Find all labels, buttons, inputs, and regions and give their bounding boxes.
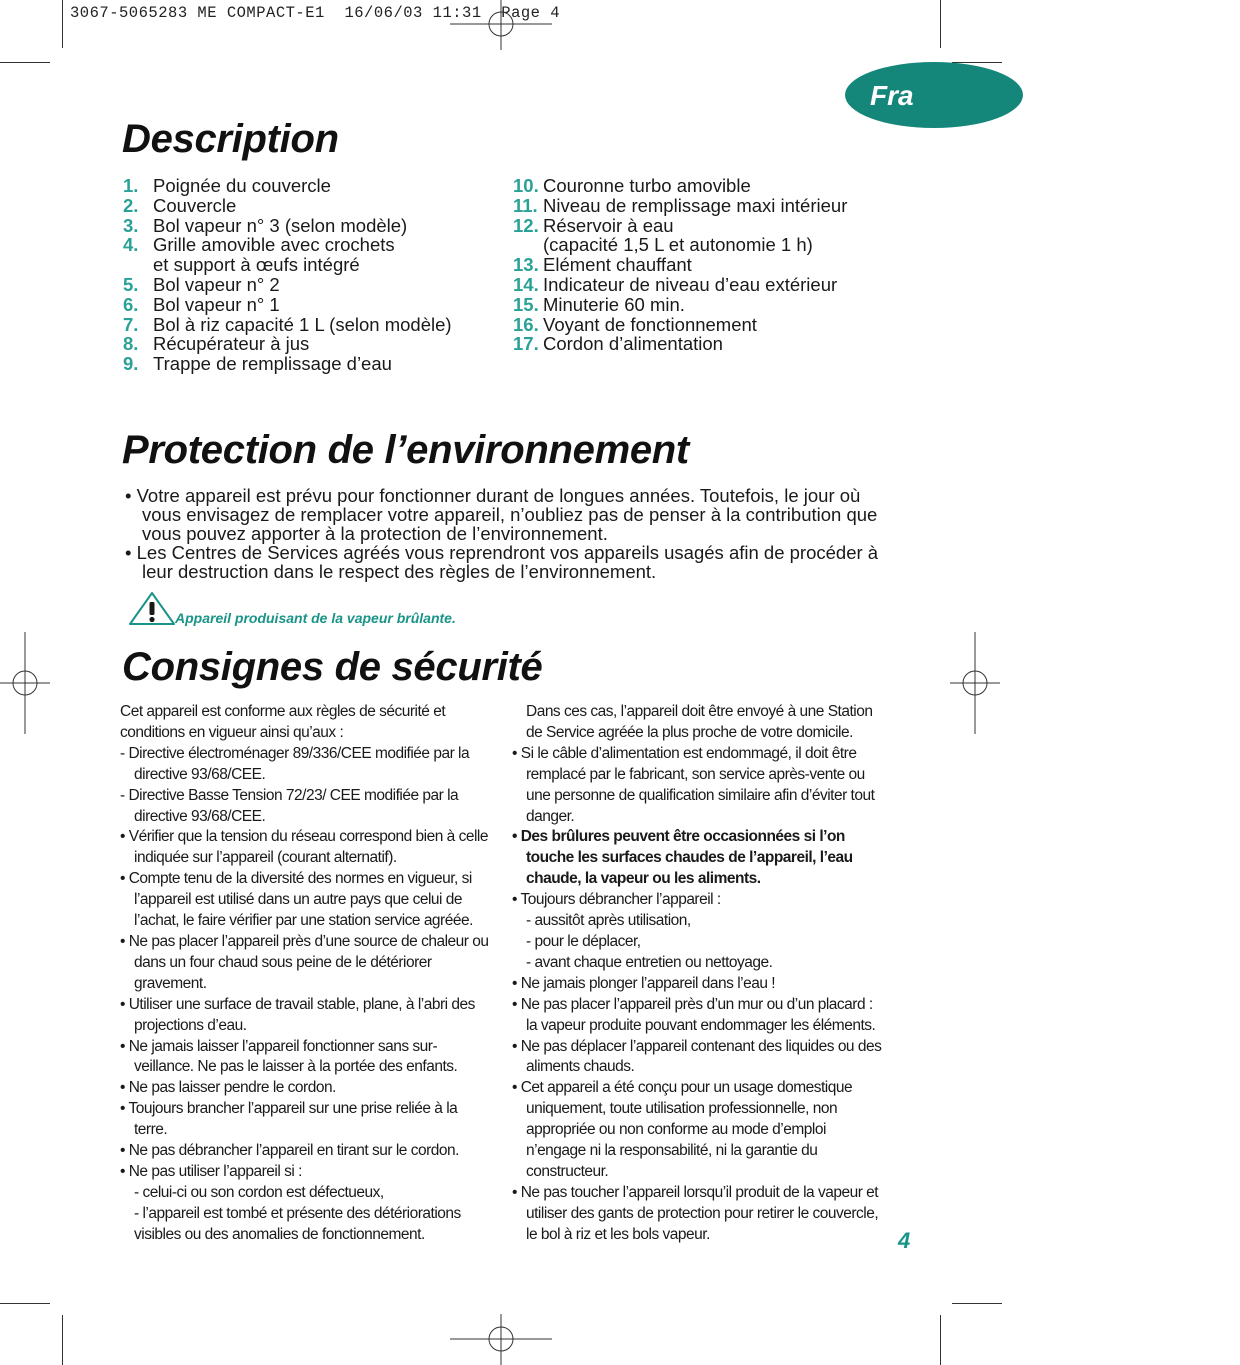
description-item bbox=[123, 216, 503, 236]
description-list-right bbox=[513, 176, 913, 354]
safety-paragraph: - aussitôt après utilisation, bbox=[526, 912, 691, 930]
safety-paragraph: • Ne pas laisser pendre le cordon. bbox=[120, 1079, 336, 1097]
description-item bbox=[123, 176, 503, 196]
registration-mark-left bbox=[0, 632, 50, 734]
safety-paragraph: • Vérifier que la tension du réseau correspond bien à celle indiquée sur l’appareil (courant alternatif). bbox=[120, 828, 488, 867]
item-label: Bol à riz capacité 1 L (selon modèle) bbox=[153, 313, 452, 335]
safety-paragraph: • Des brûlures peuvent être occasionnées si l’on touche les surfaces chaudes de l’appareil, l’eau chaude, la vapeur ou les aliments. bbox=[512, 828, 853, 888]
item-number: 12. bbox=[513, 214, 539, 236]
description-item bbox=[123, 275, 503, 295]
item-label: Voyant de fonctionnement bbox=[543, 313, 757, 335]
safety-paragraph: - l’appareil est tombé et présente des détériorations visibles ou des anomalies de fonctionnement. bbox=[134, 1204, 461, 1243]
environment-title: Protection de l’environnement bbox=[122, 428, 689, 472]
item-number: 3. bbox=[123, 214, 139, 236]
item-label: Poignée du couvercle bbox=[153, 175, 331, 196]
item-label: Grille amovible avec crochets bbox=[153, 234, 395, 256]
item-label: Bol vapeur n° 1 bbox=[153, 293, 280, 315]
language-label: Fra bbox=[870, 80, 914, 111]
safety-column-left bbox=[120, 702, 492, 1246]
safety-paragraph: • Cet appareil a été conçu pour un usage domestique uniquement, toute utilisation professionnelle, non appropriée ou non conforme au mode d’emploi n’engage ni la responsabilité, ni la garantie du constructeur. bbox=[512, 1079, 853, 1180]
item-number: 7. bbox=[123, 313, 139, 335]
safety-paragraph: • Ne jamais plonger l’appareil dans l’eau ! bbox=[512, 974, 776, 992]
item-number: 2. bbox=[123, 194, 139, 216]
warning-text: Appareil produisant de la vapeur brûlante. bbox=[175, 610, 456, 626]
description-item bbox=[513, 255, 913, 275]
warning-triangle-icon bbox=[128, 591, 176, 627]
description-item bbox=[513, 196, 913, 216]
environment-bullet: • Les Centres de Services agréés vous reprendront vos appareils usagés afin de procéder à leur destruction dans le respect des règles de l’environnement. bbox=[125, 542, 879, 582]
description-item bbox=[123, 354, 503, 374]
description-item bbox=[513, 315, 913, 335]
description-item bbox=[123, 315, 503, 335]
description-item bbox=[123, 295, 503, 315]
description-title: Description bbox=[122, 117, 339, 161]
safety-paragraph: - celui-ci ou son cordon est défectueux, bbox=[134, 1183, 384, 1201]
item-number: 17. bbox=[513, 333, 539, 355]
description-list-left bbox=[123, 176, 503, 374]
crop-mark bbox=[940, 0, 941, 48]
item-label: Niveau de remplissage maxi intérieur bbox=[543, 194, 848, 216]
safety-paragraph: - pour le déplacer, bbox=[526, 932, 641, 950]
crop-mark bbox=[62, 0, 63, 48]
crop-mark bbox=[62, 1315, 63, 1365]
safety-paragraph: • Ne pas déplacer l’appareil contenant des liquides ou des aliments chauds. bbox=[512, 1037, 882, 1076]
item-label: Indicateur de niveau d’eau extérieur bbox=[543, 273, 838, 295]
safety-paragraph: • Toujours débrancher l’appareil : bbox=[512, 891, 721, 909]
registration-mark-top bbox=[450, 0, 552, 50]
description-item bbox=[123, 235, 503, 275]
print-slug: 3067-5065283 ME COMPACT-E1 16/06/03 11:31 Page 4 bbox=[70, 4, 561, 22]
item-label: Trappe de remplissage d’eau bbox=[153, 353, 392, 375]
safety-paragraph: • Si le câble d’alimentation est endommagé, il doit être remplacé par le fabricant, son service après-vente ou une personne de qualification similaire afin d’éviter tout danger. bbox=[512, 744, 875, 825]
safety-paragraph: • Compte tenu de la diversité des normes en vigueur, si l’appareil est utilisé dans un autre pays que celui de l’achat, le faire vérifier par une station service agréée. bbox=[120, 870, 473, 930]
environment-bullet: • Votre appareil est prévu pour fonctionner durant de longues années. Toutefois, le jour où vous envisagez de remplacer votre appareil, n’oubliez pas de penser à la contribution que vous pouvez apporter à la protection de l’environnement. bbox=[125, 485, 878, 544]
item-label: Couvercle bbox=[153, 194, 237, 216]
safety-title: Consignes de sécurité bbox=[122, 645, 543, 689]
crop-mark bbox=[940, 1315, 941, 1365]
safety-column-right bbox=[512, 702, 884, 1246]
safety-paragraph: • Utiliser une surface de travail stable, plane, à l’abri des projections d’eau. bbox=[120, 995, 475, 1034]
item-number: 6. bbox=[123, 293, 139, 315]
description-item bbox=[513, 295, 913, 315]
safety-paragraph: Cet appareil est conforme aux règles de sécurité et conditions en vigueur ainsi qu’aux : bbox=[120, 703, 446, 741]
item-number: 14. bbox=[513, 273, 539, 295]
item-number: 16. bbox=[513, 313, 539, 335]
item-label-continued: (capacité 1,5 L et autonomie 1 h) bbox=[543, 234, 813, 256]
safety-paragraph: • Ne pas débrancher l’appareil en tirant sur le cordon. bbox=[120, 1142, 459, 1160]
item-number: 9. bbox=[123, 353, 139, 375]
description-item bbox=[513, 216, 913, 256]
description-item bbox=[513, 334, 913, 354]
item-label: Réservoir à eau bbox=[543, 214, 674, 236]
item-label-continued: et support à œufs intégré bbox=[153, 254, 360, 276]
safety-paragraph: • Ne pas toucher l’appareil lorsqu’il produit de la vapeur et utiliser des gants de protection pour retirer le couvercle, le bol à riz et les bols vapeur. bbox=[512, 1183, 879, 1243]
item-label: Elément chauffant bbox=[543, 254, 692, 276]
item-number: 5. bbox=[123, 273, 139, 295]
environment-text bbox=[125, 486, 895, 581]
item-label: Couronne turbo amovible bbox=[543, 175, 751, 196]
item-number: 1. bbox=[123, 175, 139, 196]
item-label: Récupérateur à jus bbox=[153, 333, 310, 355]
description-item bbox=[513, 275, 913, 295]
crop-mark bbox=[0, 62, 50, 63]
safety-paragraph: • Ne pas placer l’appareil près d’une source de chaleur ou dans un four chaud sous peine de le détériorer gravement. bbox=[120, 932, 489, 992]
item-label: Bol vapeur n° 3 (selon modèle) bbox=[153, 214, 408, 236]
description-item bbox=[123, 196, 503, 216]
item-label: Minuterie 60 min. bbox=[543, 293, 685, 315]
item-number: 13. bbox=[513, 254, 539, 276]
item-label: Bol vapeur n° 2 bbox=[153, 273, 280, 295]
item-label: Cordon d’alimentation bbox=[543, 333, 723, 355]
crop-mark bbox=[0, 1303, 50, 1304]
item-number: 10. bbox=[513, 175, 539, 196]
safety-paragraph: • Ne jamais laisser l’appareil fonctionner sans sur-veillance. Ne pas le laisser à la portée des enfants. bbox=[120, 1037, 458, 1076]
safety-paragraph: • Toujours brancher l’appareil sur une prise reliée à la terre. bbox=[120, 1100, 458, 1139]
safety-paragraph: Dans ces cas, l’appareil doit être envoyé à une Station de Service agréée la plus proche de votre domicile. bbox=[526, 703, 873, 741]
description-item bbox=[123, 334, 503, 354]
item-number: 15. bbox=[513, 293, 539, 315]
item-number: 8. bbox=[123, 333, 139, 355]
description-item bbox=[513, 176, 913, 196]
safety-paragraph: • Ne pas placer l’appareil près d’un mur ou d’un placard : la vapeur produite pouvant endommager les éléments. bbox=[512, 995, 876, 1034]
item-number: 4. bbox=[123, 234, 139, 256]
registration-mark-right bbox=[945, 632, 1005, 734]
safety-paragraph: - avant chaque entretien ou nettoyage. bbox=[526, 953, 773, 971]
safety-paragraph: • Ne pas utiliser l’appareil si : bbox=[120, 1162, 302, 1180]
item-number: 11. bbox=[513, 194, 538, 216]
safety-paragraph: - Directive Basse Tension 72/23/ CEE modifiée par la directive 93/68/CEE. bbox=[120, 786, 459, 825]
crop-mark bbox=[952, 1303, 1002, 1304]
page-number: 4 bbox=[898, 1228, 911, 1253]
safety-paragraph: - Directive électroménager 89/336/CEE modifiée par la directive 93/68/CEE. bbox=[120, 744, 470, 783]
registration-mark-bottom bbox=[450, 1314, 552, 1365]
